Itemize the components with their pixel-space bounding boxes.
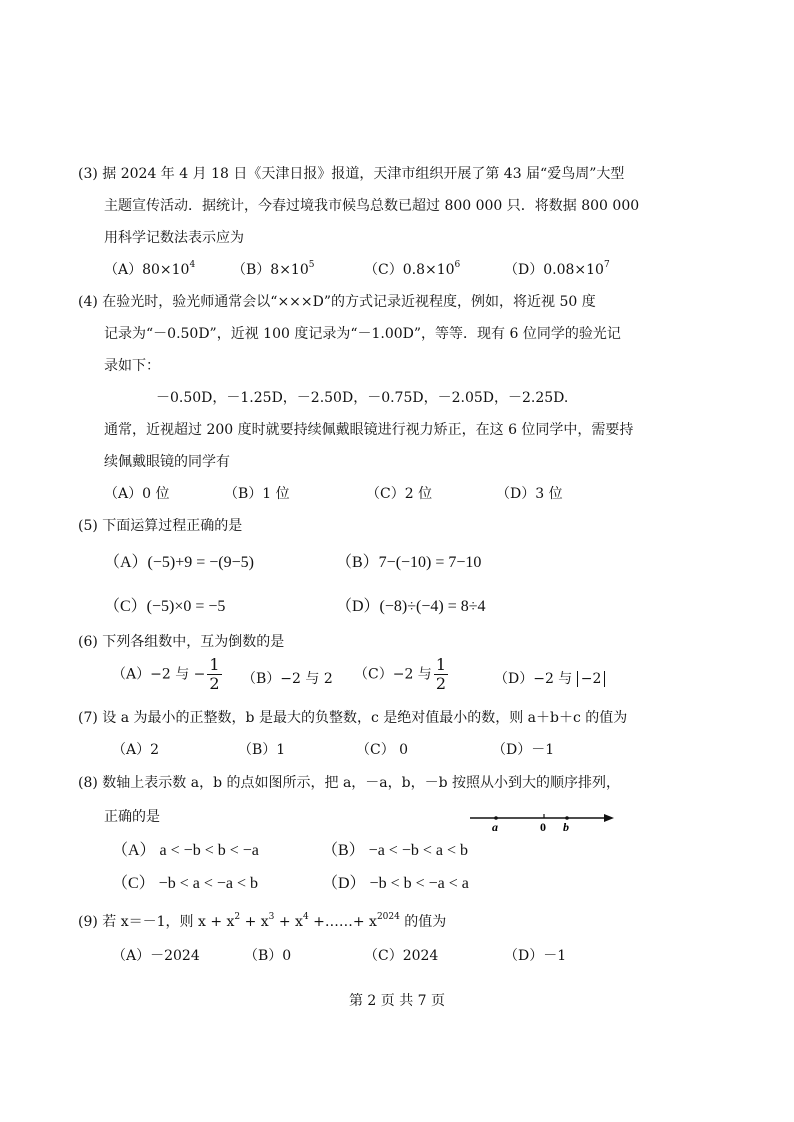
q9-option-a: （A）－2024	[112, 948, 200, 964]
q8-option-a: （A） a < −b < b < −a	[112, 842, 259, 859]
q6-stem: (6) 下列各组数中，互为倒数的是	[78, 634, 285, 650]
label-b: b	[563, 820, 569, 834]
q3-d-base: （D）0.08×10	[504, 262, 604, 278]
label-a: a	[492, 820, 498, 834]
q4-option-c: （C）2 位	[366, 486, 433, 502]
number-line-figure	[466, 806, 620, 836]
q6-c-text: （C）−2 与	[354, 666, 432, 683]
q7-option-a: （A）2	[112, 742, 160, 758]
q9-option-d: （D）－1	[504, 948, 567, 964]
q6-option-d	[494, 668, 605, 688]
q3-d-exp: 7	[603, 260, 610, 270]
q8-option-b: （B） −a < −b < a < b	[322, 842, 468, 859]
q9-option-b: （B）0	[244, 948, 292, 964]
q8-line1: (8) 数轴上表示数 a，b 的点如图所示，把 a，－a，b，－b 按照从小到大的顺序排列，	[78, 775, 621, 791]
q9-exp-3: 3	[268, 912, 275, 922]
q7-stem: (7) 设 a 为最小的正整数，b 是最大的负整数，c 是绝对值最小的数，则 a＋b＋c 的值为	[78, 710, 628, 726]
q5-option-a: （A）(−5)+9 = −(9−5)	[104, 554, 254, 571]
q4-option-b: （B）1 位	[224, 486, 290, 502]
q6-a-fraction	[207, 656, 221, 693]
q6-a-text: （A）−2 与 −	[112, 666, 206, 683]
q9-stem	[78, 911, 446, 931]
q5-option-d: （D）(−8)÷(−4) = 8÷4	[336, 598, 486, 615]
q4-data-list: －0.50D，－1.25D，－2.50D，－0.75D，－2.05D，－2.25D.	[156, 390, 569, 406]
q6-a-numerator: 1	[209, 655, 220, 674]
q3-option-c	[364, 259, 460, 279]
q5-option-b: （B）7−(−10) = 7−10	[336, 554, 482, 571]
q8-option-c: （C） −b < a < −a < b	[112, 875, 258, 892]
q4-option-d: （D）3 位	[496, 486, 563, 502]
q3-option-a	[104, 259, 195, 279]
q4-line3: 录如下：	[104, 358, 160, 374]
q7-option-c: （C） 0	[356, 742, 409, 758]
q3-option-b	[232, 259, 314, 279]
q6-option-c	[354, 656, 450, 693]
q9-stem-end: 的值为	[399, 914, 447, 930]
q6-d-absolute-value: −2	[577, 671, 606, 687]
q3-c-exp: 6	[454, 260, 461, 270]
q4-line2: 记录为“－0.50D”，近视 100 度记录为“－1.00D”，等等．现有 6 位同学的验光记	[104, 326, 621, 342]
q6-c-fraction	[434, 656, 448, 693]
q3-a-base: （A）80×10	[104, 262, 190, 278]
q3-b-base: （B）8×10	[232, 262, 309, 278]
q3-line2: 主题宣传活动．据统计，今春过境我市候鸟总数已超过 800 000 只．将数据 800 000	[104, 198, 640, 214]
q6-d-text: （D）−2 与	[494, 671, 573, 687]
q6-option-a	[112, 656, 224, 693]
q8-option-d: （D） −b < b < −a < a	[322, 875, 469, 892]
q8-line2: 正确的是	[104, 809, 160, 825]
number-line-arrow-icon	[604, 814, 614, 822]
q4-line5: 续佩戴眼镜的同学有	[104, 454, 230, 470]
q9-term-3: + x	[240, 914, 269, 930]
q3-line1: (3) 据 2024 年 4 月 18 日《天津日报》报道，天津市组织开展了第 43 届“爱鸟周”大型	[78, 166, 625, 182]
q9-stem-start: (9) 若 x＝－1，则 x + x	[78, 914, 235, 930]
q9-exp-2: 2	[234, 912, 241, 922]
q9-term-last: +……+ x	[308, 914, 377, 930]
q3-a-exp: 4	[189, 260, 196, 270]
q3-option-d	[504, 259, 610, 279]
label-zero: 0	[540, 820, 546, 834]
q6-c-denominator: 2	[435, 674, 446, 693]
q4-option-a: （A）0 位	[104, 486, 170, 502]
q7-option-b: （B）1	[238, 742, 286, 758]
q3-c-base: （C）0.8×10	[364, 262, 455, 278]
q6-a-denominator: 2	[209, 674, 220, 693]
q4-line4: 通常，近视超过 200 度时就要持续佩戴眼镜进行视力矫正，在这 6 位同学中，需要持	[104, 422, 634, 438]
q9-exp-4: 4	[302, 912, 309, 922]
page-number-footer: 第 2 页 共 7 页	[348, 993, 446, 1009]
q4-line1: (4) 在验光时，验光师通常会以“×××D”的方式记录近视程度，例如，将近视 50 度	[78, 294, 596, 310]
q5-stem: (5) 下面运算过程正确的是	[78, 518, 243, 534]
q6-option-b: （B）−2 与 2	[242, 671, 333, 687]
q3-line3: 用科学记数法表示应为	[104, 230, 244, 246]
q9-term-4: + x	[274, 914, 303, 930]
q9-option-c: （C）2024	[364, 948, 439, 964]
q6-c-numerator: 1	[435, 655, 446, 674]
q7-option-d: （D）－1	[492, 742, 555, 758]
q3-b-exp: 5	[308, 260, 315, 270]
q5-option-c: （C）(−5)×0 = −5	[104, 598, 226, 615]
q9-exp-2024: 2024	[376, 912, 400, 922]
